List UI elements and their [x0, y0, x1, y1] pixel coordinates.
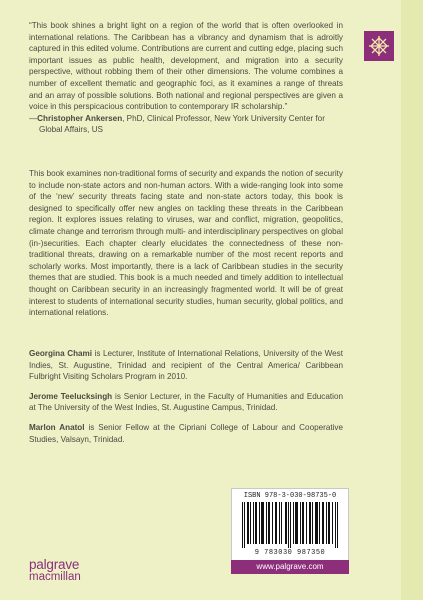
bio-text: is Senior Fellow at the Cipriani College of Labour and Cooperative Studies, Valsayn, Trinidad. — [29, 422, 343, 444]
bio-paragraph — [29, 348, 343, 383]
publisher-name-line1: palgrave — [29, 557, 80, 572]
quote-text: “This book shines a bright light on a region of the world that is often overlooked in international relations. The Caribbean has a vibrancy and dynamism that is adroitly captured in this edited volume. Contributions are current and cutting edge, placing such important issues as public health, development, and migration into a security perspective, without robbing them of their other dimensions. The volume combines a number of excellent thematic and geographic foci, as it examines a range of threats and an array of possible solutions. Both national and regional perspectives are given a voice in this perspicacious contribution to contemporary IR scholarship.” — [29, 21, 343, 112]
bio-text: is Senior Lecturer, in the Faculty of Humanities and Education at The University of the West Indies, St. Augustine Campus, Trinidad. — [29, 391, 343, 413]
bio-text: is Lecturer, Institute of International Relations, University of the West Indies, St. Augustine, Trinidad and recipient of the Central America/ Caribbean Fulbright Visiting Scholars Program in 2010. — [29, 349, 343, 382]
bio-name: Georgina Chami — [29, 349, 93, 358]
publisher-name-line2: macmillan — [29, 571, 81, 583]
barcode-icon — [240, 502, 340, 548]
bio-paragraph — [29, 422, 343, 445]
quote-attribution — [29, 113, 343, 136]
isbn-label: ISBN 978-3-030-98735-0 — [243, 492, 337, 500]
endorsement-quote — [29, 20, 343, 136]
attribution-credentials: , PhD, Clinical Professor, New York University Center for Global Affairs, US — [39, 113, 325, 135]
palgrave-star-logo-icon — [368, 35, 390, 57]
bio-name: Jerome Teelucksingh — [29, 391, 113, 401]
editor-bios — [29, 348, 343, 453]
palgrave-logo — [364, 31, 394, 61]
description-text: This book examines non-traditional forms of security and expands the notion of security to include non-state actors and non-human actors. With a wide-ranging look into some of the ‘new’ security threats facing state and non-state actors today, this book is designed to specifically offer new angles on tackling these threats in the Caribbean region. It explores issues relating to viruses, war and conflict, migration, geopolitics, climate change and terrorism through multi- and interdisciplinary perspectives on global (in-)securities. Each chapter clearly elucidates the connectedness of these non-traditional threats, drawing on a remarkable number of the most recent reports and scholarly works. Most importantly, there is a lack of Caribbean studies in the security themes that are studied. This book is a much needed and timely addition to intellectual thought on Caribbean security in an increasingly fragmented world. It will be of great interest to students of international security studies, human security, global politics, and international relations. — [29, 169, 343, 318]
attribution-dash: — — [29, 113, 38, 123]
publisher-website[interactable]: www.palgrave.com — [231, 560, 349, 574]
bio-paragraph — [29, 391, 343, 414]
bio-name: Marlon Anatol — [29, 422, 85, 432]
attribution-author: Christopher Ankersen — [37, 113, 123, 123]
spine-edge — [401, 0, 423, 600]
barcode-digits: 9 783030 987350 — [254, 549, 326, 557]
publisher-logo — [29, 558, 81, 584]
barcode-box — [231, 488, 349, 562]
book-description — [29, 168, 343, 319]
